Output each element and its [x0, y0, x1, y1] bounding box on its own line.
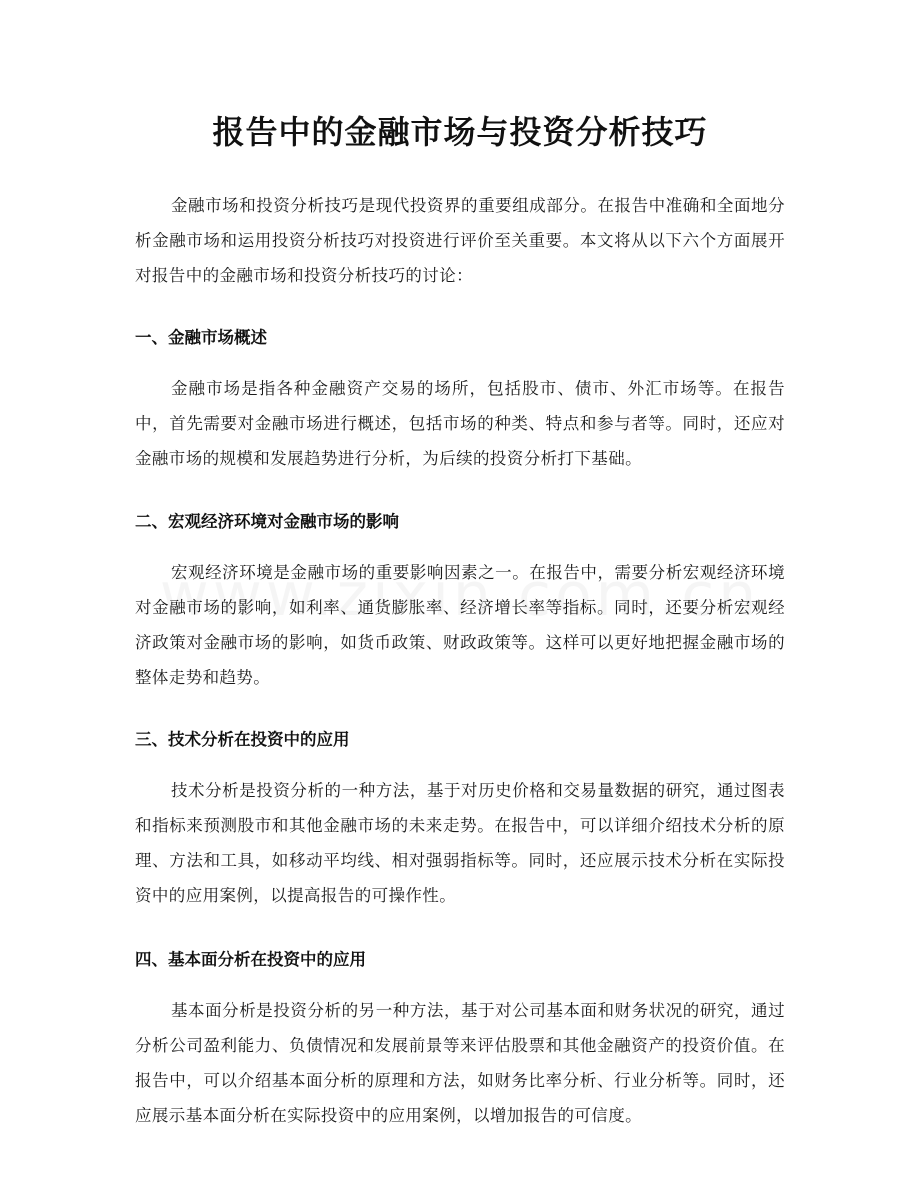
section-heading-4: 四、基本面分析在投资中的应用	[135, 950, 366, 969]
section-heading-3: 三、技术分析在投资中的应用	[135, 730, 350, 749]
section-body-1: 金融市场是指各种金融资产交易的场所，包括股市、债市、外汇市场等。在报告中，首先需要对金融市场进行概述，包括市场的种类、特点和参与者等。同时，还应对金融市场的规模和发展趋势进行分析，为后续的投资分析打下基础。	[135, 379, 785, 468]
intro-paragraph: 金融市场和投资分析技巧是现代投资界的重要组成部分。在报告中准确和全面地分析金融市场和运用投资分析技巧对投资进行评价至关重要。本文将从以下六个方面展开对报告中的金融市场和投资分析技巧的讨论：	[135, 196, 785, 285]
section-heading-2: 二、宏观经济环境对金融市场的影响	[135, 512, 399, 531]
section-heading-1: 一、金融市场概述	[135, 328, 267, 347]
document-title: 报告中的金融市场与投资分析技巧	[212, 113, 708, 151]
section-body-4: 基本面分析是投资分析的另一种方法，基于对公司基本面和财务状况的研究，通过分析公司盈利能力、负债情况和发展前景等来评估股票和其他金融资产的投资价值。在报告中，可以介绍基本面分析的原理和方法，如财务比率分析、行业分析等。同时，还应展示基本面分析在实际投资中的应用案例，以增加报告的可信度。	[135, 1001, 785, 1125]
section-body-3: 技术分析是投资分析的一种方法，基于对历史价格和交易量数据的研究，通过图表和指标来预测股市和其他金融市场的未来走势。在报告中，可以详细介绍技术分析的原理、方法和工具，如移动平均线、相对强弱指标等。同时，还应展示技术分析在实际投资中的应用案例，以提高报告的可操作性。	[135, 781, 785, 905]
section-body-2: 宏观经济环境是金融市场的重要影响因素之一。在报告中，需要分析宏观经济环境对金融市场的影响，如利率、通货膨胀率、经济增长率等指标。同时，还要分析宏观经济政策对金融市场的影响，如货币政策、财政政策等。这样可以更好地把握金融市场的整体走势和趋势。	[135, 563, 785, 687]
document-page	[135, 0, 785, 1133]
